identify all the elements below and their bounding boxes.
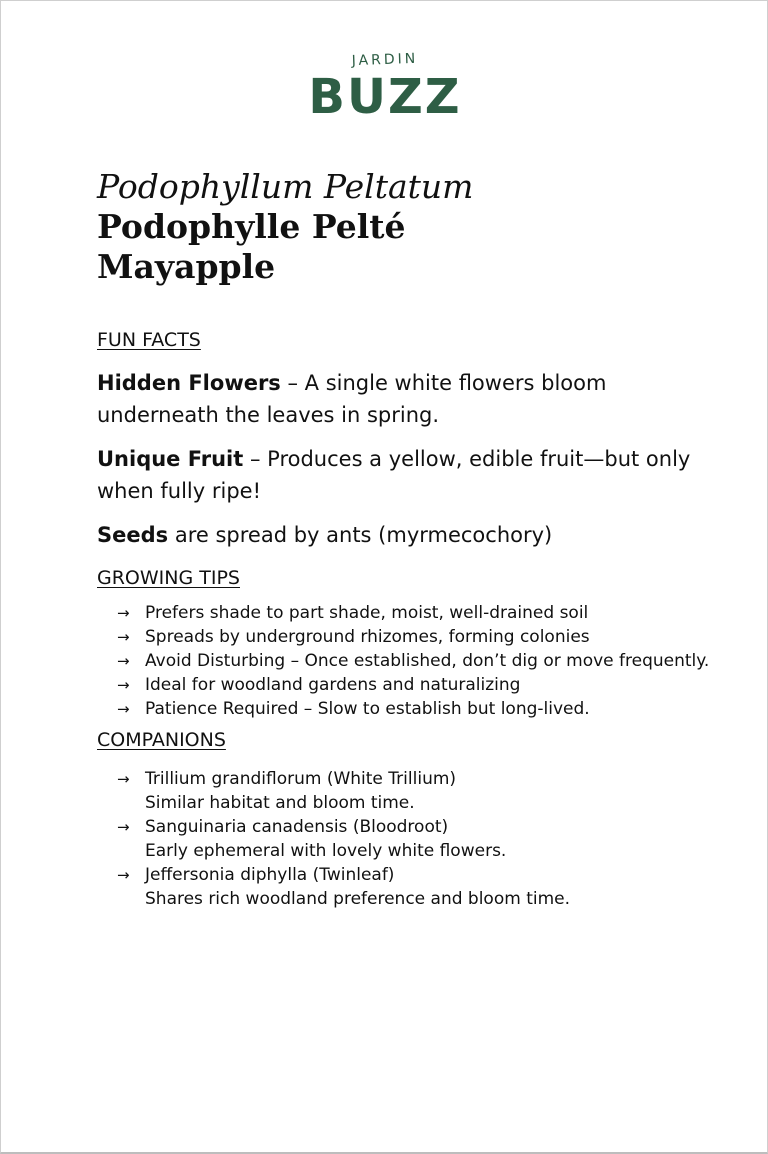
logo-main-text: BUZZ (308, 69, 462, 125)
fact-label: Hidden Flowers (97, 371, 281, 395)
arrow-right-icon: → (117, 676, 130, 694)
list-item (117, 697, 717, 721)
companion-name: Sanguinaria canadensis (Bloodroot) (145, 817, 449, 837)
companion-name: Trillium grandiflorum (White Trillium) (145, 769, 457, 789)
list-item (117, 815, 717, 863)
fact-label: Seeds (97, 523, 169, 547)
list-item (117, 863, 717, 911)
arrow-right-icon: → (117, 628, 130, 646)
french-name: Podophylle Pelté (97, 207, 406, 246)
list-item (117, 673, 717, 697)
tip-text: Avoid Disturbing – Once established, don’t dig or move frequently. (145, 651, 710, 671)
fact-item (97, 443, 717, 507)
tip-text: Ideal for woodland gardens and naturalizing (145, 675, 521, 695)
companion-note: Similar habitat and bloom time. (145, 793, 415, 813)
fact-item (97, 367, 717, 431)
arrow-right-icon: → (117, 770, 130, 788)
content-body (97, 325, 717, 911)
companion-note: Shares rich woodland preference and bloom time. (145, 889, 571, 909)
companions-heading: COMPANIONS (97, 729, 226, 751)
tip-text: Patience Required – Slow to establish but long-lived. (145, 699, 590, 719)
list-item (117, 625, 717, 649)
arrow-right-icon: → (117, 818, 130, 836)
fact-text: are spread by ants (myrmecochory) (168, 523, 553, 547)
tip-text: Prefers shade to part shade, moist, well-drained soil (145, 603, 589, 623)
growing-tips-heading: GROWING TIPS (97, 567, 240, 589)
logo-top-text: JARDIN (351, 50, 419, 70)
arrow-right-icon: → (117, 700, 130, 718)
jardin-buzz-logo (301, 51, 469, 131)
arrow-right-icon: → (117, 604, 130, 622)
plant-titles (97, 167, 717, 287)
fact-item (97, 519, 717, 551)
fact-text: – A single white flowers bloom underneath the leaves in spring. (97, 371, 607, 427)
growing-tips-list (97, 601, 717, 721)
list-item (117, 601, 717, 625)
fun-facts-heading: FUN FACTS (97, 329, 201, 351)
arrow-right-icon: → (117, 866, 130, 884)
companion-name: Jeffersonia diphylla (Twinleaf) (145, 865, 395, 885)
fact-text: – Produces a yellow, edible fruit—but only when fully ripe! (97, 447, 691, 503)
list-item (117, 767, 717, 815)
list-item (117, 649, 717, 673)
tip-text: Spreads by underground rhizomes, forming colonies (145, 627, 590, 647)
arrow-right-icon: → (117, 652, 130, 670)
english-name: Mayapple (97, 247, 276, 286)
companion-note: Early ephemeral with lovely white flowers. (145, 841, 507, 861)
fact-label: Unique Fruit (97, 447, 244, 471)
companions-list (97, 767, 717, 911)
latin-name: Podophyllum Peltatum (97, 167, 474, 206)
